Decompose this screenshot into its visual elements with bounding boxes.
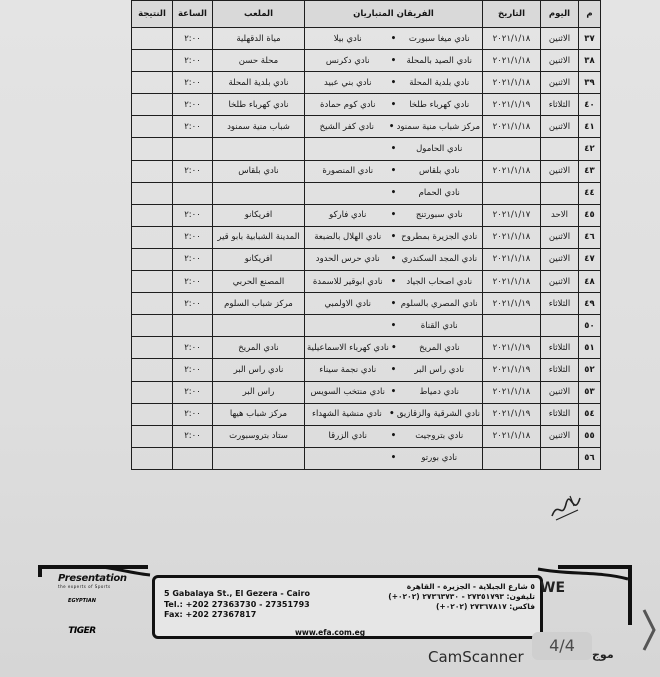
row-stadium [213, 315, 305, 337]
row-match [305, 72, 483, 94]
away-team: نادي فاركو [329, 210, 367, 221]
row-num: ٤٨ [579, 271, 601, 293]
row-day: الاثنين [541, 28, 579, 50]
row-day: الثلاثاء [541, 403, 579, 425]
row-match [305, 226, 483, 248]
address-arabic [340, 582, 535, 612]
table-row [132, 72, 601, 94]
row-match [305, 271, 483, 293]
row-time: ٢:٠٠ [173, 403, 213, 425]
row-num: ٣٧ [579, 28, 601, 50]
row-num: ٥٣ [579, 381, 601, 403]
address-en-street: 5 Gabalaya St., El Gezera - Cairo [164, 589, 310, 598]
away-team: نادي كفر الشيخ [319, 121, 375, 132]
table-row [132, 337, 601, 359]
row-num: ٥٥ [579, 425, 601, 447]
vs-separator-icon: • [390, 364, 397, 375]
row-date [483, 447, 541, 469]
row-day: الثلاثاء [541, 359, 579, 381]
home-team: نادي المصري بالسلوم [400, 298, 478, 309]
header-num: م [579, 1, 601, 28]
row-day: الاثنين [541, 381, 579, 403]
header-teams: الفريقان المتباريان [305, 1, 483, 28]
vs-separator-icon: • [390, 276, 397, 287]
away-team: نادي نجمة سيناء [319, 364, 377, 375]
row-stadium: ستاد بتروسبورت [213, 425, 305, 447]
row-num: ٤٠ [579, 94, 601, 116]
row-num: ٥٦ [579, 447, 601, 469]
row-match [305, 425, 483, 447]
home-team: نادي كهرباء طلخا [409, 99, 470, 110]
row-date: ٢٠٢١/١/١٨ [483, 271, 541, 293]
home-team: نادي القناة [420, 320, 458, 331]
row-match [305, 116, 483, 138]
row-result [132, 381, 173, 403]
row-day: الاثنين [541, 425, 579, 447]
presentation-tagline: the experts of Sports [58, 584, 111, 589]
row-num: ٤٧ [579, 248, 601, 270]
vs-separator-icon: • [390, 33, 397, 44]
address-ar-tel: تليفون: ٢٧٣٥١٧٩٣ - ٢٧٣٦٣٧٣٠ (٠٢٠٢+) [388, 592, 535, 601]
row-match [305, 160, 483, 182]
website-url: www.efa.com.eg [295, 628, 366, 637]
row-stadium: راس البر [213, 381, 305, 403]
table-row [132, 381, 601, 403]
page-indicator[interactable]: 4/4 [532, 632, 592, 660]
row-day [541, 138, 579, 160]
table-row [132, 160, 601, 182]
row-time: ٢:٠٠ [173, 116, 213, 138]
away-team: نادي بني عبيد [324, 77, 372, 88]
row-stadium: نادي كهرباء طلخا [213, 94, 305, 116]
camscanner-watermark: CamScanner [428, 648, 524, 666]
row-day: الاثنين [541, 248, 579, 270]
away-team: نادي حرس الحدود [315, 254, 380, 265]
row-result [132, 337, 173, 359]
away-team: نادي الزرقا [328, 431, 367, 442]
row-time: ٢:٠٠ [173, 226, 213, 248]
table-row [132, 138, 601, 160]
row-date [483, 182, 541, 204]
vs-separator-icon: • [389, 409, 395, 420]
address-english [164, 589, 344, 621]
row-stadium: نادي راس البر [213, 359, 305, 381]
row-stadium: المصنع الحربي [213, 271, 305, 293]
row-day: الاثنين [541, 72, 579, 94]
row-time: ٢:٠٠ [173, 50, 213, 72]
row-day: الثلاثاء [541, 293, 579, 315]
row-time: ٢:٠٠ [173, 72, 213, 94]
home-team: نادي سبورتنج [415, 210, 463, 221]
row-result [132, 359, 173, 381]
row-result [132, 160, 173, 182]
row-match [305, 248, 483, 270]
row-num: ٥٠ [579, 315, 601, 337]
row-stadium: نادي بلدية المحلة [213, 72, 305, 94]
row-match [305, 403, 483, 425]
row-result [132, 425, 173, 447]
row-stadium: نادي بلقاس [213, 160, 305, 182]
row-num: ٤٢ [579, 138, 601, 160]
table-row [132, 116, 601, 138]
table-row [132, 204, 601, 226]
row-result [132, 94, 173, 116]
row-stadium: افريكانو [213, 204, 305, 226]
presentation-sports-logo [58, 573, 150, 589]
row-num: ٥٢ [579, 359, 601, 381]
row-result [132, 182, 173, 204]
table-row [132, 359, 601, 381]
row-num: ٣٩ [579, 72, 601, 94]
row-result [132, 293, 173, 315]
row-match [305, 204, 483, 226]
row-num: ٤١ [579, 116, 601, 138]
header-date: التاريخ [483, 1, 541, 28]
table-row [132, 447, 601, 469]
fixtures-table [131, 0, 601, 470]
vs-separator-icon: • [390, 166, 397, 177]
table-row [132, 271, 601, 293]
vs-separator-icon: • [390, 453, 397, 464]
row-num: ٤٣ [579, 160, 601, 182]
table-row [132, 248, 601, 270]
row-result [132, 403, 173, 425]
address-ar-street: ٥ شارع الجبلاية - الجزيرة - القاهرة [406, 582, 535, 591]
row-num: ٤٩ [579, 293, 601, 315]
row-date: ٢٠٢١/١/١٨ [483, 425, 541, 447]
home-team: نادي بلقاس [418, 166, 460, 177]
address-en-fax: Fax: +202 27367817 [164, 610, 257, 619]
away-team: نادي كوم حمادة [320, 99, 376, 110]
row-time: ٢:٠٠ [173, 293, 213, 315]
row-stadium: محلة حسن [213, 50, 305, 72]
away-team: نادي بيلا [333, 33, 362, 44]
row-day: الثلاثاء [541, 94, 579, 116]
table-row [132, 403, 601, 425]
row-date: ٢٠٢١/١/١٩ [483, 359, 541, 381]
away-team: نادي المنصورة [322, 166, 374, 177]
we-logo: WE [540, 580, 566, 596]
row-result [132, 271, 173, 293]
home-team: نادي راس البر [414, 364, 465, 375]
table-row [132, 50, 601, 72]
vs-separator-icon: • [390, 77, 397, 88]
row-date [483, 138, 541, 160]
home-team: نادي الشرقية والزقازيق [396, 409, 480, 420]
row-match [305, 337, 483, 359]
row-stadium: مياة الدقهلية [213, 28, 305, 50]
row-result [132, 226, 173, 248]
row-day [541, 447, 579, 469]
table-row [132, 226, 601, 248]
header-time: الساعة [173, 1, 213, 28]
row-day: الاثنين [541, 271, 579, 293]
row-day [541, 182, 579, 204]
table-row [132, 425, 601, 447]
row-num: ٥١ [579, 337, 601, 359]
home-team: نادي بورتو [421, 453, 458, 464]
vs-separator-icon: • [390, 232, 397, 243]
home-team: نادي الجزيرة بمطروح [401, 232, 478, 243]
vs-separator-icon: • [388, 121, 395, 132]
header-stadium: الملعب [213, 1, 305, 28]
row-date: ٢٠٢١/١/١٨ [483, 72, 541, 94]
header-result: النتيجة [132, 1, 173, 28]
egyptian-sponsor-logo: EGYPTIAN [68, 598, 96, 604]
row-num: ٥٤ [579, 403, 601, 425]
row-time: ٢:٠٠ [173, 271, 213, 293]
tiger-sponsor-logo: TIGER [68, 626, 96, 636]
row-date [483, 315, 541, 337]
row-match [305, 381, 483, 403]
home-team: نادي بلدية المحلة [409, 77, 470, 88]
row-date: ٢٠٢١/١/١٨ [483, 226, 541, 248]
row-match [305, 138, 483, 160]
vs-separator-icon: • [390, 387, 397, 398]
row-date: ٢٠٢١/١/١٩ [483, 337, 541, 359]
row-day [541, 315, 579, 337]
row-time: ٢:٠٠ [173, 204, 213, 226]
row-day: الاثنين [541, 160, 579, 182]
row-time: ٢:٠٠ [173, 160, 213, 182]
vs-separator-icon: • [390, 298, 397, 309]
row-num: ٤٦ [579, 226, 601, 248]
row-match [305, 447, 483, 469]
row-match [305, 50, 483, 72]
table-row [132, 182, 601, 204]
row-stadium: نادي المريخ [213, 337, 305, 359]
vs-separator-icon: • [390, 55, 397, 66]
next-page-chevron-icon[interactable] [638, 600, 660, 660]
row-date: ٢٠٢١/١/١٨ [483, 248, 541, 270]
row-result [132, 116, 173, 138]
row-match [305, 315, 483, 337]
away-team: نادي ابوقير للاسمدة [312, 276, 383, 287]
row-match [305, 28, 483, 50]
vs-separator-icon: • [390, 99, 397, 110]
row-time [173, 138, 213, 160]
header-day: اليوم [541, 1, 579, 28]
row-result [132, 138, 173, 160]
home-team: نادي الحمام [418, 188, 460, 199]
row-day: الاثنين [541, 226, 579, 248]
row-date: ٢٠٢١/١/١٨ [483, 116, 541, 138]
table-row [132, 315, 601, 337]
away-team: نادي منتخب السويس [310, 387, 385, 398]
row-stadium: شباب منية سمنود [213, 116, 305, 138]
row-day: الثلاثاء [541, 337, 579, 359]
row-date: ٢٠٢١/١/١٧ [483, 204, 541, 226]
row-stadium: المدينة الشبابية بابو قير [213, 226, 305, 248]
row-day: الاثنين [541, 50, 579, 72]
row-date: ٢٠٢١/١/١٨ [483, 28, 541, 50]
away-team: نادي منشية الشهداء [311, 409, 382, 420]
vs-separator-icon: • [390, 320, 397, 331]
row-date: ٢٠٢١/١/١٩ [483, 293, 541, 315]
row-num: ٣٨ [579, 50, 601, 72]
row-date: ٢٠٢١/١/١٨ [483, 381, 541, 403]
signature [548, 490, 584, 526]
row-time: ٢:٠٠ [173, 28, 213, 50]
row-match [305, 293, 483, 315]
home-team: نادي دمياط [419, 387, 459, 398]
row-stadium [213, 138, 305, 160]
arabic-footer-fragment: موج [592, 648, 614, 661]
vs-separator-icon: • [390, 431, 397, 442]
row-date: ٢٠٢١/١/١٨ [483, 50, 541, 72]
home-team: نادي المجد السكندري [401, 254, 478, 265]
table-row [132, 28, 601, 50]
row-time [173, 447, 213, 469]
home-team: مركز شباب منية سمنود [396, 121, 480, 132]
home-team: نادي المريخ [419, 342, 460, 353]
row-time: ٢:٠٠ [173, 359, 213, 381]
row-day: الاثنين [541, 116, 579, 138]
away-team: نادي الهلال بالضبعة [314, 232, 382, 243]
row-time: ٢:٠٠ [173, 381, 213, 403]
row-match [305, 94, 483, 116]
row-result [132, 248, 173, 270]
row-result [132, 72, 173, 94]
row-num: ٤٤ [579, 182, 601, 204]
home-team: نادي ميغا سبورت [408, 33, 470, 44]
row-result [132, 50, 173, 72]
vs-separator-icon: • [390, 254, 397, 265]
row-stadium [213, 447, 305, 469]
home-team: نادي الصيد بالمحلة [406, 55, 472, 66]
home-team: نادي اصحاب الجياد [406, 276, 473, 287]
away-team: نادي دكرنس [325, 55, 370, 66]
presentation-brand: Presentation [58, 573, 127, 584]
row-date: ٢٠٢١/١/١٩ [483, 403, 541, 425]
home-team: نادي الحامول [416, 144, 463, 155]
row-time [173, 315, 213, 337]
row-stadium: مركز شباب هيها [213, 403, 305, 425]
vs-separator-icon: • [391, 342, 397, 353]
vs-separator-icon: • [390, 144, 397, 155]
table-row [132, 94, 601, 116]
table-row [132, 293, 601, 315]
vs-separator-icon: • [390, 210, 397, 221]
row-num: ٤٥ [579, 204, 601, 226]
row-match [305, 182, 483, 204]
row-date: ٢٠٢١/١/١٨ [483, 160, 541, 182]
row-time: ٢:٠٠ [173, 94, 213, 116]
row-time [173, 182, 213, 204]
table-header-row [132, 1, 601, 28]
away-team: نادي كهرباء الاسماعيلية [307, 342, 389, 353]
row-stadium: افريكانو [213, 248, 305, 270]
row-date: ٢٠٢١/١/١٩ [483, 94, 541, 116]
row-result [132, 28, 173, 50]
away-team: نادي الاولمبي [324, 298, 372, 309]
row-day: الاحد [541, 204, 579, 226]
home-team: نادي بتروجيت [415, 431, 464, 442]
row-time: ٢:٠٠ [173, 337, 213, 359]
row-match [305, 359, 483, 381]
row-time: ٢:٠٠ [173, 248, 213, 270]
row-stadium: مركز شباب السلوم [213, 293, 305, 315]
row-time: ٢:٠٠ [173, 425, 213, 447]
address-ar-fax: فاكس: ٢٧٣٦٧٨١٧ (٠٢٠٢+) [435, 602, 535, 611]
vs-separator-icon: • [390, 188, 397, 199]
row-result [132, 315, 173, 337]
row-result [132, 447, 173, 469]
row-result [132, 204, 173, 226]
address-en-tel: Tel.: +202 27363730 - 27351793 [164, 599, 310, 609]
row-stadium [213, 182, 305, 204]
